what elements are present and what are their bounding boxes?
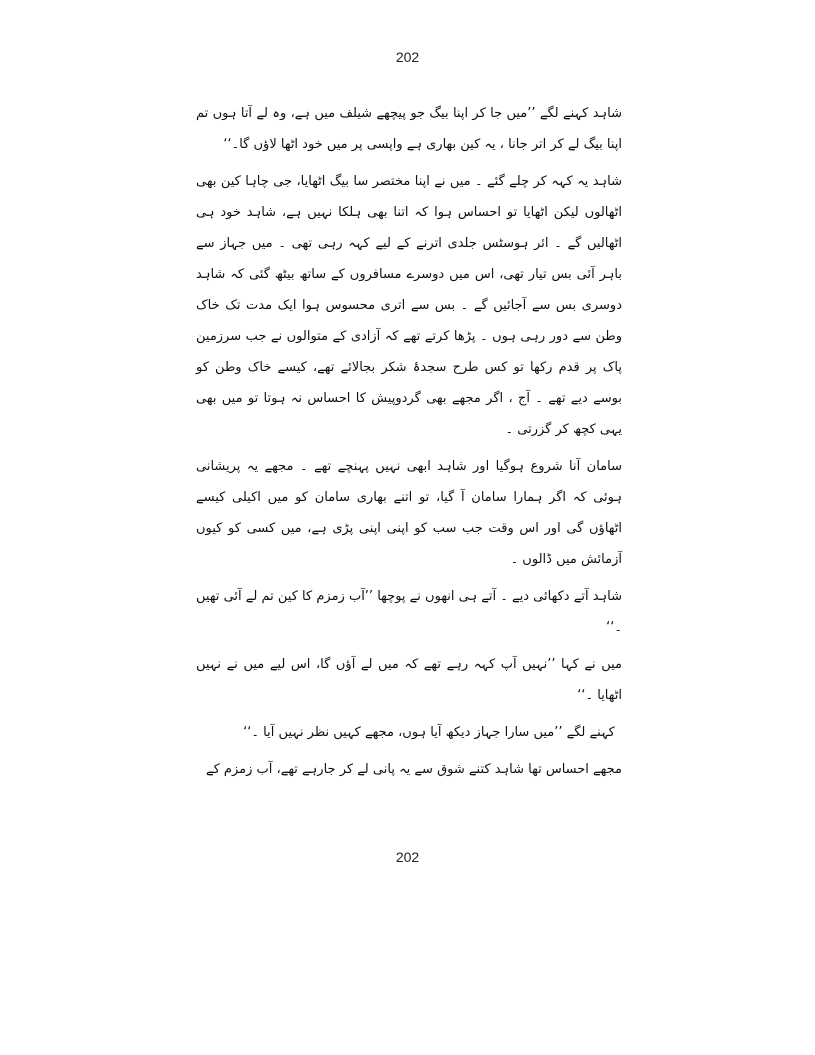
page-body xyxy=(196,98,622,791)
page-number-top: 202 xyxy=(395,49,420,65)
paragraph-3: سامان آنا شروع ہوگیا اور شاہد ابھی نہیں پہنچے تھے ۔ مجھے یہ پریشانی ہوئی کہ اگر ہمارا سامان آ گیا، تو اتنے بھاری سامان کو میں اکیلی کیسے اٹھاؤں گی اور اس وقت جب سب کو اپنی اپنی پڑی ہے، میں کسی کو کیوں آزمائش میں ڈالوں ۔ xyxy=(196,459,622,567)
paragraph-7: مجھے احساس تھا شاہد کتنے شوق سے یہ پانی لے کر جارہے تھے، آب زمزم کے xyxy=(205,762,622,777)
paragraph-2: شاہد یہ کہہ کر چلے گئے ۔ میں نے اپنا مختصر سا بیگ اٹھایا، جی چاہا کین بھی اٹھالوں لیکن اٹھایا تو احساس ہوا کہ اتنا بھی ہلکا نہیں ہے، شاہد خود ہی اٹھالیں گے ۔ ائر ہوسٹس جلدی اترنے کے لیے کہہ رہی تھی ۔ میں جہاز سے باہر آئی بس تیار تھی، اس میں دوسرے مسافروں کے ساتھ بیٹھ گئی کہ شاہد دوسری بس سے آجائیں گے ۔ بس سے اتری محسوس ہوا ایک مدت تک خاک وطن سے دور رہی ہوں ۔ پڑھا کرتے تھے کہ آزادی کے متوالوں نے جب سرزمین پاک پر قدم رکھا تو کس طرح سجدۂ شکر بجالائے تھے، کیسے خاک وطن کو بوسے دیے تھے ۔ آج ، اگر مجھے بھی گردوپیش کا احساس نہ ہوتا تو میں بھی یہی کچھ کر گزرتی ۔ xyxy=(196,174,622,437)
page-number-bottom: 202 xyxy=(395,849,420,865)
paragraph-4: شاہد آتے دکھائی دیے ۔ آتے ہی انھوں نے پوچھا ’’آب زمزم کا کین تم لے آئی تھیں ۔‘‘ xyxy=(196,589,622,635)
paragraph-5: میں نے کہا ’’نہیں آپ کہہ رہے تھے کہ میں لے آؤں گا، اس لیے میں نے نہیں اٹھایا ۔‘‘ xyxy=(196,657,622,703)
paragraph-6: کہنے لگے ’’میں سارا جہاز دیکھ آیا ہوں، مجھے کہیں نظر نہیں آیا ۔‘‘ xyxy=(243,725,615,740)
paragraph-1: شاہد کہنے لگے ’’میں جا کر اپنا بیگ جو پیچھے شیلف میں ہے، وہ لے آتا ہوں تم اپنا بیگ لے کر اتر جانا ، یہ کین بھاری ہے واپسی پر میں خود اٹھا لاؤں گا۔‘‘ xyxy=(196,106,622,152)
